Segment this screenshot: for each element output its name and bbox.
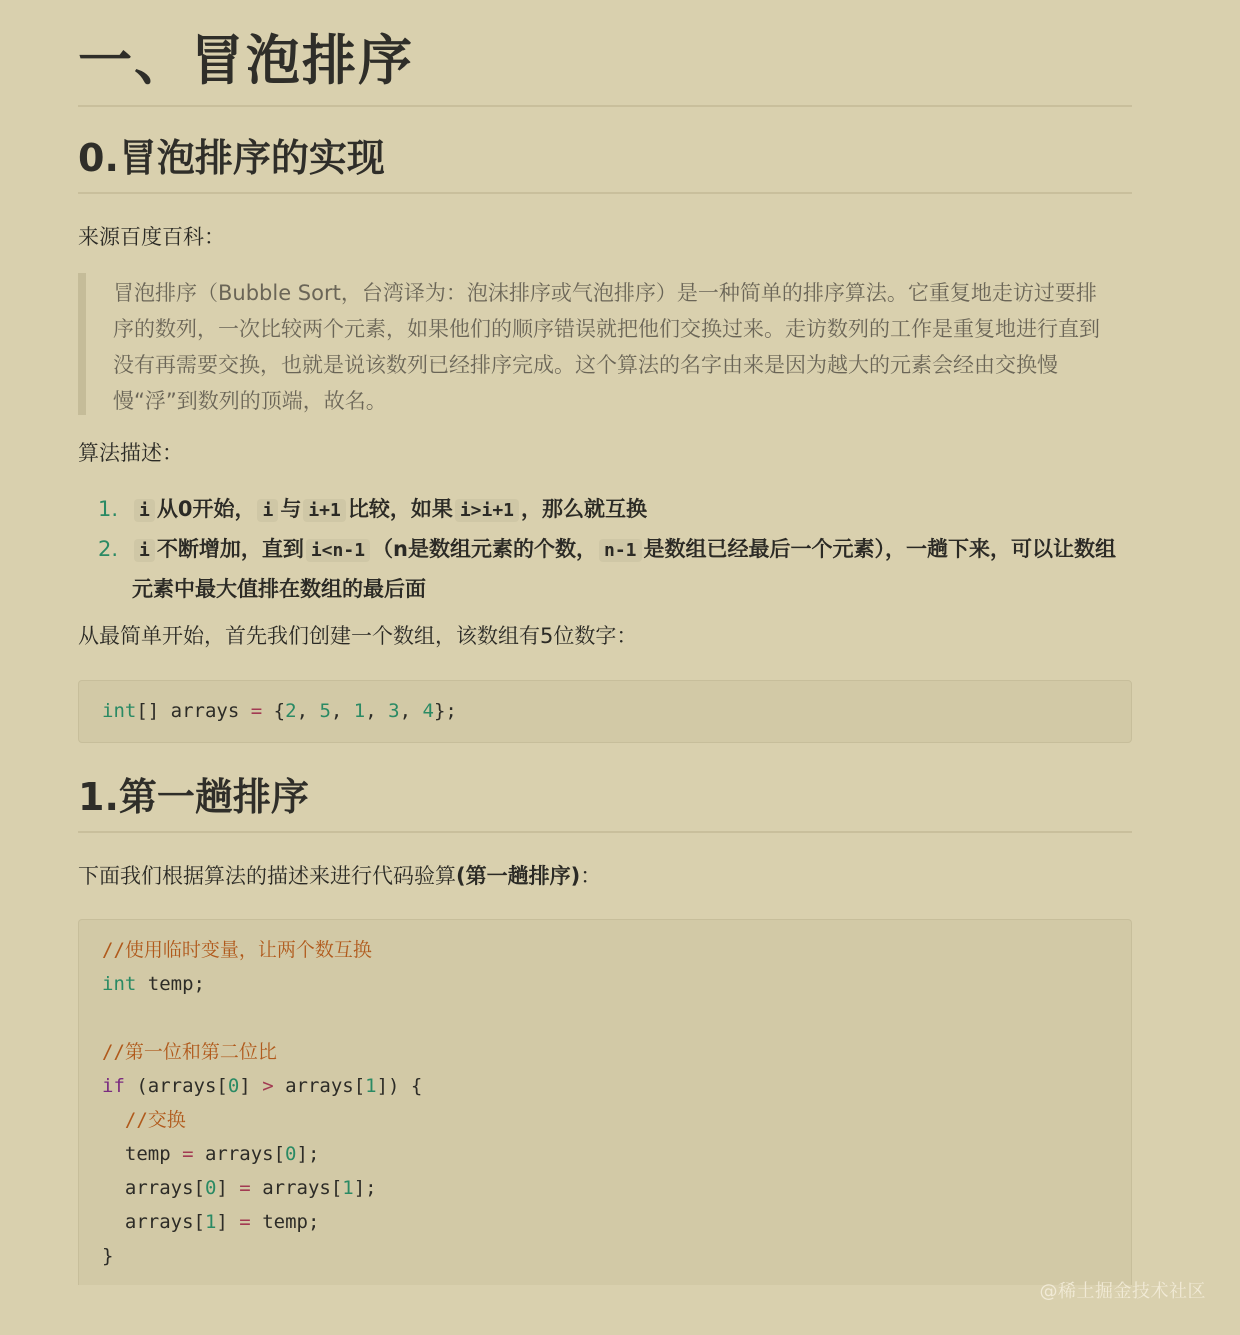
inline-code: i: [134, 499, 155, 522]
section-1-heading: 1.第一趟排序: [78, 775, 309, 819]
section-0-heading: 0.冒泡排序的实现: [78, 136, 385, 180]
code-block-array[interactable]: int[] arrays = {2, 5, 1, 3, 4};: [78, 680, 1132, 743]
title-divider: [78, 105, 1132, 107]
step-text: （n是数组元素的个数，: [372, 537, 597, 561]
list-item: [78, 530, 1132, 608]
step-text: 从0开始，: [156, 497, 256, 521]
step-text: 是数组已经最后一个元素），一趟下来，可以让数组元素中最大值排在数组的最后面: [132, 537, 1116, 601]
code-comment: //第一位和第二位比: [102, 1041, 277, 1063]
inline-code: i<n-1: [306, 539, 370, 562]
inline-code: i>i+1: [455, 499, 519, 522]
section-1-divider: [78, 831, 1132, 833]
code-block-first-pass[interactable]: //使用临时变量，让两个数互换 int temp; //第一位和第二位比 if (arrays[0] > arrays[1]) { //交换 temp = arrays[0]; arrays[0] = arrays[1]; arrays[1] = temp; }: [78, 919, 1132, 1285]
source-label: 来源百度百科：: [78, 225, 225, 249]
code-token: =: [250, 700, 263, 722]
code-comment: //交换: [124, 1109, 186, 1131]
inline-code: i: [134, 539, 155, 562]
code-token: if: [102, 1075, 125, 1097]
array-intro: 从最简单开始，首先我们创建一个数组，该数组有5位数字：: [78, 624, 638, 648]
code-token: 4: [422, 700, 434, 722]
algorithm-steps: [78, 490, 1132, 608]
page-title: 一、冒泡排序: [78, 29, 414, 92]
code-token: 1: [353, 700, 366, 722]
list-number: 1.: [98, 497, 119, 521]
code-token: int: [102, 973, 137, 995]
quote-block: [78, 273, 1132, 415]
inline-code: n-1: [599, 539, 642, 562]
intro-bold: (第一趟排序): [456, 864, 581, 888]
code-token: temp;: [147, 973, 205, 995]
step-text: 不断增加，直到: [156, 537, 304, 561]
code-token: arrays: [170, 700, 240, 722]
intro-end: ：: [580, 864, 602, 888]
code-token: []: [136, 700, 160, 722]
code-token: }: [102, 1245, 114, 1267]
list-item: [78, 490, 1132, 530]
code-token: 3: [388, 700, 400, 722]
step-text: 与: [280, 497, 302, 521]
step-text: 比较，如果: [347, 497, 453, 521]
algorithm-label: 算法描述：: [78, 441, 183, 465]
first-pass-intro: [78, 861, 1132, 891]
code-comment: //使用临时变量，让两个数互换: [102, 939, 372, 961]
code-token: int: [102, 700, 137, 722]
code-token: 5: [319, 700, 331, 722]
intro-text: 下面我们根据算法的描述来进行代码验算: [78, 864, 456, 888]
step-text: ，那么就互换: [521, 497, 648, 521]
inline-code: i+1: [303, 499, 346, 522]
watermark: @稀土掘金技术社区: [1039, 1281, 1206, 1302]
quote-text: 冒泡排序（Bubble Sort，台湾译为：泡沫排序或气泡排序）是一种简单的排序算法。它重复地走访过要排序的数列，一次比较两个元素，如果他们的顺序错误就把他们交换过来。走访数列的工作是重复地进行直到没有再需要交换，也就是说该数列已经排序完成。这个算法的名字由来是因为越大的元素会经由交换慢慢“浮”到数列的顶端，故名。: [113, 281, 1100, 413]
list-number: 2.: [98, 537, 119, 561]
code-token: 2: [285, 700, 297, 722]
section-0-divider: [78, 192, 1132, 194]
inline-code: i: [257, 499, 278, 522]
